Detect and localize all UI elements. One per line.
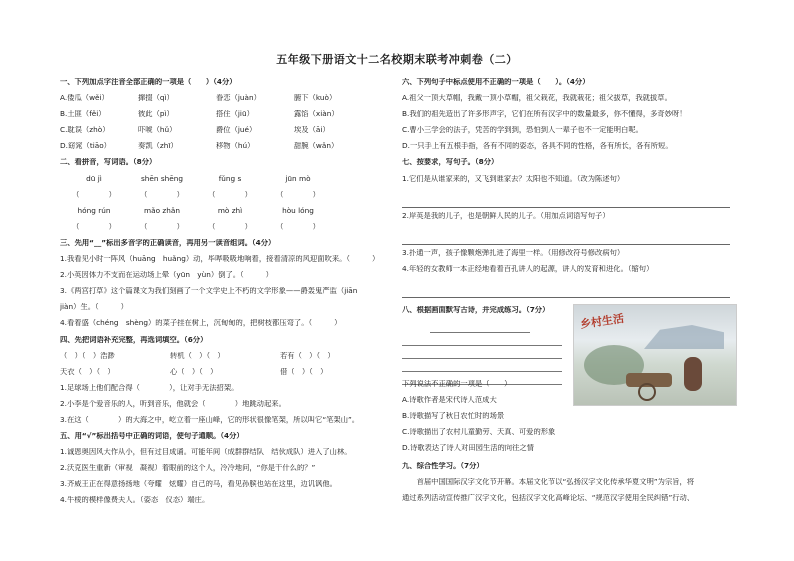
section-2-header: 二、看拼音，写词语。（8分）	[60, 158, 157, 167]
section-3-q2: 2.小英因体力不支而在运动场上晕（yūn yùn）倒了。（ ）	[60, 271, 273, 280]
section-4-q3: 3.在这（ ）的大海之中，屹立着一座山峰，它的形状很像笔架，所以叫它“笔架山”。	[60, 415, 360, 424]
option: 露馅（xiàn）	[294, 110, 339, 119]
pinyin-row-1	[60, 175, 390, 191]
option: 彼此（pì）	[138, 110, 174, 119]
idiom-blank[interactable]: 天衣（ ）（ ）	[60, 367, 115, 376]
answer-bracket[interactable]: （ ）	[208, 222, 252, 231]
answer-bracket[interactable]: （ ）	[276, 222, 320, 231]
section-7-header: 七、按要求，写句子。（8分）	[402, 158, 499, 167]
rural-life-painting	[573, 304, 737, 406]
section-5-q2: 2.沃克医生重新（审视 凝视）着眼前的这个人，冷冷地问，“你是干什么的？”	[60, 464, 316, 473]
right-column	[402, 78, 734, 322]
section-7-q2: 2.岸英是我的儿子，也是朝鲜人民的儿子。（用加点词语写句子）	[402, 211, 610, 220]
section-9-para-2: 通过系列活动宣传推广汉字文化，包括汉字文化高峰论坛、“规范汉字使用全民纠错”行动、	[402, 494, 695, 503]
section-7-q4: 4.年轻的女教师一本正经地看着百孔讲人的起源，讲人的发育和进化。（缩句）	[402, 264, 654, 273]
section-7-q3: 3.扑通一声，孩子像颗炮弹扎进了海里一样。（用修改符号修改病句）	[402, 248, 625, 257]
poem-line[interactable]	[402, 359, 562, 372]
section-8-questions	[402, 380, 572, 460]
pinyin-row-2	[60, 207, 390, 223]
section-5-q1: 1.诚恩奥因风大作从小，但有过目成诵。可能年间（成群群结队 结伙成队）进入了山林。	[60, 448, 352, 457]
option: 腑下（kuò）	[294, 94, 337, 103]
section-8-option-a: A.诗歌作者是宋代诗人范成大	[402, 396, 497, 405]
section-8-option-b: B.诗歌描写了秋日农忙时的场景	[402, 412, 505, 421]
answer-line[interactable]	[402, 281, 730, 298]
option: 眷恋（juàn）	[216, 94, 261, 103]
poem-title-line[interactable]	[430, 320, 530, 333]
section-3-header: 三、先用“__”标出多音字的正确读音，再用另一读音组词。（4分）	[60, 238, 276, 247]
answer-bracket[interactable]: （ ）	[140, 190, 184, 199]
section-4-q1: 1.足球场上他们配合得（ ），让对手无法招架。	[60, 383, 239, 392]
answer-line[interactable]	[402, 191, 730, 208]
option: 奏凯（zhī）	[138, 142, 178, 151]
section-6-option-d: D.一只手上有五根手指，各有不同的姿态，各具不同的性格，各有所长，各有所短。	[402, 142, 673, 151]
section-7-q1: 1.它们是从谁家来的，又飞到谁家去？太阳也不知道。（改为陈述句）	[402, 174, 625, 183]
idiom-row-2	[60, 368, 390, 384]
section-5-q3: 3.齐威王正在得意扬扬地（夸耀 炫耀）自己的马，看见孙膑也站在这里，边讥讽他。	[60, 480, 337, 489]
section-5-header: 五、用“√”标出括号中正确的词语，使句子通顺。（4分）	[60, 432, 244, 441]
poem-writing-lines[interactable]	[402, 320, 562, 385]
option: 吓唬（hǔ）	[138, 126, 177, 135]
idiom-row-1	[60, 352, 390, 368]
idiom-blank[interactable]: （ ）（ ）浩渺	[60, 351, 115, 360]
section-4-q2: 2.小李是个爱音乐的人，听到音乐，他就会（ ）地跳动起来。	[60, 399, 286, 408]
section-1-row-c	[60, 126, 390, 142]
section-8-question: 下列说法不正确的一项是（ ）	[402, 380, 512, 388]
pinyin: shēn shēng	[140, 174, 184, 183]
section-1-row-a	[60, 94, 390, 110]
section-5-q4: 4.牛棱的模样像费夫人。（姿态 仪态）端庄。	[60, 496, 210, 505]
painting-caption: 乡村生活	[579, 311, 625, 331]
paper-title: 五年级下册语文十二名校期末联考冲刺卷（二）	[276, 53, 518, 66]
section-6-option-c: C.曹小三学会的法子，凭苦的学到到，恐怕到人一辈子也不一定能明白呢。	[402, 126, 643, 135]
section-9-para-1: 首届中国国际汉字文化节开幕。本届文化节以“弘扬汉字文化传承华夏文明”为宗旨，将	[402, 478, 695, 487]
pinyin: hóng rún	[77, 206, 111, 215]
option: A.倭瓜（wěi）	[60, 94, 109, 103]
answer-bracket[interactable]: （ ）	[140, 222, 184, 231]
answer-brackets-2[interactable]	[60, 223, 390, 239]
idiom-blank[interactable]: 借（ ）（ ）	[280, 367, 328, 376]
option: 移物（hú）	[216, 142, 255, 151]
section-8-header: 八、根据画面默写古诗，并完成练习。（7分）	[402, 305, 550, 314]
pinyin: hòu lóng	[282, 206, 314, 215]
option: C.耽误（zhò）	[60, 126, 110, 135]
pinyin: mǎo zhǎn	[144, 206, 180, 215]
answer-brackets-1[interactable]	[60, 191, 390, 207]
option: 搭住（jiū）	[216, 110, 254, 119]
answer-bracket[interactable]: （ ）	[72, 190, 116, 199]
section-3-q3-cont: jiàn）生。（ ）	[60, 303, 128, 312]
section-1-header: 一、下列加点字注音全部正确的一项是（ ）（4分）	[60, 78, 237, 86]
answer-bracket[interactable]: （ ）	[72, 222, 116, 231]
answer-bracket[interactable]: （ ）	[208, 190, 252, 199]
section-1-row-b	[60, 110, 390, 126]
option: 甜腕（wǎn）	[294, 142, 339, 151]
section-6-option-a: A.祖父一顶大草帽，我戴一顶小草帽，祖父栽花，我就栽花；祖父拔草，我就拔草。	[402, 94, 672, 103]
farmer-figure	[684, 357, 702, 391]
section-1-row-d	[60, 142, 390, 158]
option: 撺掇（qì）	[138, 94, 174, 103]
pinyin: jūn mò	[285, 174, 311, 183]
section-9	[402, 462, 734, 510]
section-3-q1: 1.我看见小时一阵风（huāng huǎng）动，毕哔吸吸地响着，接着清凉的风迎面吹来。（ ）	[60, 255, 380, 264]
pinyin: fǔng s	[218, 174, 242, 183]
wheel	[638, 383, 656, 401]
option: D.窈窕（tiāo）	[60, 142, 111, 151]
option: 埃及（āi）	[294, 126, 330, 135]
answer-line[interactable]	[402, 228, 730, 245]
section-3-q4: 4.看着盛（chéng shèng）的菜子挂在树上，沉甸甸的，把树枝都压弯了。（ ）	[60, 319, 342, 328]
pinyin: mò zhì	[217, 206, 243, 215]
option: B.土匪（fěi）	[60, 110, 106, 119]
left-column	[60, 78, 390, 513]
section-8-option-c: C.诗歌描出了农村儿童勤劳、天真、可爱的形象	[402, 428, 556, 437]
idiom-blank[interactable]: 若有（ ）（ ）	[280, 351, 335, 360]
section-9-header: 九、综合性学习。（7分）	[402, 462, 484, 470]
section-8-option-d: D.诗歌表达了诗人对田园生活的向往之情	[402, 444, 534, 453]
answer-bracket[interactable]: （ ）	[276, 190, 320, 199]
section-6-option-b: B.我们的祖先造出了许多形声字，它们在所有汉字中的数量最多，你不懂得，多奇妙呀！	[402, 110, 687, 119]
idiom-blank[interactable]: 心（ ）（ ）	[170, 367, 218, 376]
section-4-header: 四、先把词语补充完整，再选词填空。（6分）	[60, 335, 208, 344]
village-roof	[644, 325, 724, 349]
poem-line[interactable]	[402, 333, 562, 346]
pinyin: dū jì	[86, 174, 102, 183]
option: 爵位（jué）	[216, 126, 257, 135]
idiom-blank[interactable]: 转机（ ）（ ）	[170, 351, 225, 360]
section-6-header: 六、下列句子中标点使用不正确的一项是（ ）。（4分）	[402, 78, 590, 86]
poem-line[interactable]	[402, 346, 562, 359]
section-3-q3: 3.《两宫打草》这个篇课文为我们刻画了一个文学史上不朽的文学形象——爵轰鬼严监（jiān	[60, 287, 358, 296]
